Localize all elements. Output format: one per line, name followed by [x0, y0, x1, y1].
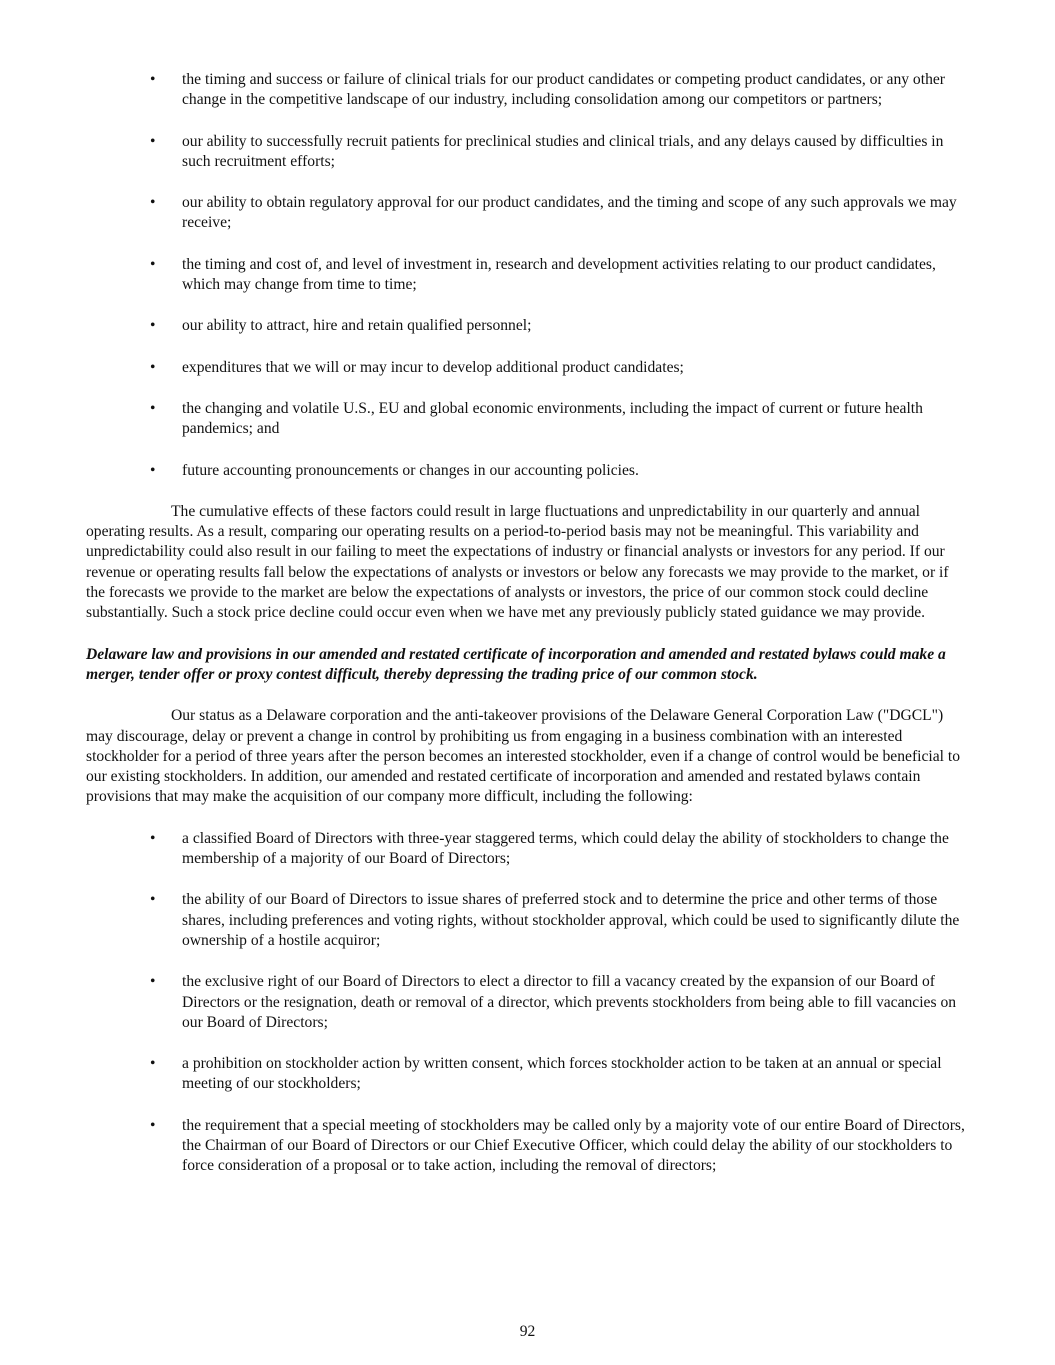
bullet-icon: • [150, 71, 156, 88]
list-item [86, 1116, 970, 1177]
list-item [86, 972, 970, 1033]
bullet-icon: • [150, 973, 156, 991]
list-item [86, 1054, 970, 1095]
delaware-status-paragraph: Our status as a Delaware corporation and the anti-takeover provisions of the Delaware General Corporation Law ("DGCL") may discourage, delay or prevent a change in control by prohibiting us from engaging in a business combination with an interested stockholder for a period of three years after the person becomes an interested stockholder, even if a change of control would be beneficial to our existing stockholders. In addition, our amended and restated certificate of incorporation and amended and restated bylaws contain provisions that may make the acquisition of our company more difficult, including the following: [86, 707, 961, 806]
list-item-text: the timing and success or failure of clinical trials for our product candidates or competing product candidates, or any other change in the competitive landscape of our industry, including consolidation among our competitors or partners; [182, 71, 945, 109]
list-item-text: the requirement that a special meeting of stockholders may be called only by a majority vote of our entire Board of Directors, the Chairman of our Board of Directors or our Chief Executive Officer, which could delay the ability of our stockholders to force consideration of a proposal or to take action, including the removal of directors; [182, 1116, 965, 1175]
list-item-text: a classified Board of Directors with three-year staggered terms, which could delay the ability of stockholders to change the membership of a majority of our Board of Directors; [182, 829, 949, 868]
page-number: 92 [519, 1323, 536, 1340]
bullet-icon: • [150, 829, 156, 847]
list-item [86, 193, 970, 234]
bullet-icon: • [150, 132, 156, 150]
list-item [86, 461, 970, 481]
list-item [86, 358, 970, 378]
list-item-text: our ability to successfully recruit patients for preclinical studies and clinical trials, and any delays caused by difficulties in such recruitment efforts; [182, 132, 944, 170]
list-item-text: the ability of our Board of Directors to issue shares of preferred stock and to determine the price and other terms of those shares, including preferences and voting rights, without stockholder approval, which could be used to significantly dilute the ownership of a hostile acquiror; [182, 891, 960, 949]
list-item-text: our ability to obtain regulatory approval for our product candidates, and the timing and scope of any such approvals we may receive; [182, 194, 957, 232]
anti-takeover-provisions-list [86, 829, 970, 1177]
bullet-icon: • [150, 461, 156, 479]
list-item [86, 316, 970, 336]
list-item-text: the changing and volatile U.S., EU and global economic environments, including the impact of current or future health pandemics; and [182, 399, 923, 438]
list-item [86, 70, 970, 111]
list-item-text: a prohibition on stockholder action by written consent, which forces stockholder action to be taken at an annual or special meeting of our stockholders; [182, 1055, 942, 1093]
bullet-icon: • [150, 317, 156, 335]
section-heading: Delaware law and provisions in our amended and restated certificate of incorporation and amended and restated bylaws could make a merger, tender offer or proxy contest difficult, thereby depressing the trading price of our common stock. [86, 645, 946, 683]
list-item [86, 890, 970, 951]
cumulative-effects-paragraph: The cumulative effects of these factors could result in large fluctuations and unpredictability in our quarterly and annual operating results. As a result, comparing our operating results on a period-to-period basis may not be meaningful. This variability and unpredictability could also result in our failing to meet the expectations of industry or financial analysts or investors for any period. If our revenue or operating results fall below the expectations of analysts or investors or below any forecasts we may provide to the market, or if the forecasts we provide to the market are below the expectations of analysts or investors, the price of our common stock could decline substantially. Such a stock price decline could occur even when we have met any previously publicly stated guidance we may provide. [86, 502, 949, 622]
list-item [86, 255, 970, 296]
list-item-text: expenditures that we will or may incur to develop additional product candidates; [182, 358, 684, 376]
list-item [86, 829, 970, 870]
bullet-icon: • [150, 255, 156, 273]
list-item-text: our ability to attract, hire and retain qualified personnel; [182, 317, 532, 335]
bullet-icon: • [150, 194, 156, 212]
bullet-icon: • [150, 891, 156, 909]
list-item [86, 132, 970, 173]
list-item [86, 399, 970, 440]
bullet-icon: • [150, 1055, 156, 1073]
bullet-icon: • [150, 358, 156, 376]
bullet-icon: • [150, 1116, 156, 1134]
list-item-text: future accounting pronouncements or changes in our accounting policies. [182, 461, 639, 479]
risk-factor-list-top [86, 70, 970, 481]
bullet-icon: • [150, 399, 156, 417]
list-item-text: the timing and cost of, and level of investment in, research and development activities relating to our product candidates, which may change from time to time; [182, 255, 936, 294]
list-item-text: the exclusive right of our Board of Directors to elect a director to fill a vacancy created by the expansion of our Board of Directors or the resignation, death or removal of a director, which prevents stockholders from being able to fill vacancies on our Board of Directors; [182, 973, 957, 1031]
document-page [86, 70, 970, 1198]
